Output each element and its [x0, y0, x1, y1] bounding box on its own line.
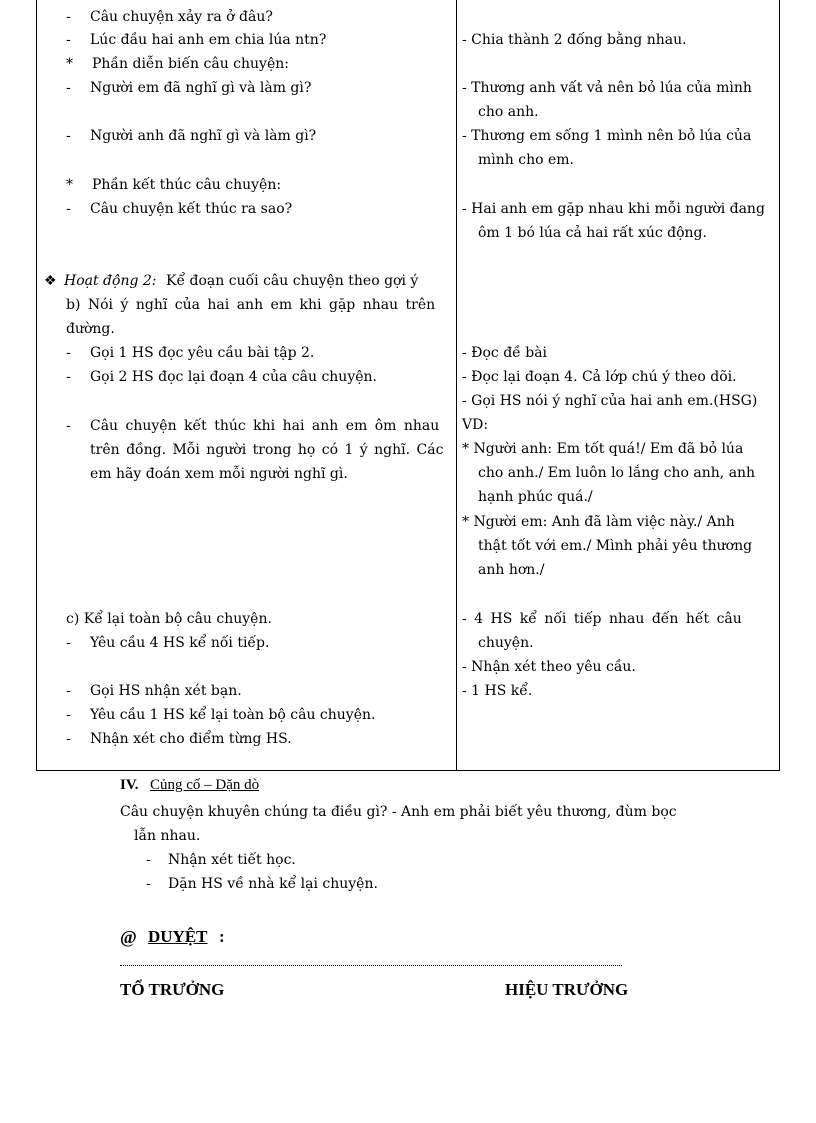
student-3: - Gọi HS nói ý nghĩ của hai anh em.(HSG) — [462, 393, 758, 409]
dash-bullet: - — [66, 369, 71, 385]
answer-divide: - Chia thành 2 đống bằng nhau. — [462, 32, 687, 48]
example-em-line1: * Người em: Anh đã làm việc này./ Anh — [462, 514, 735, 530]
answer-em-line2: cho anh. — [478, 104, 539, 120]
dash-bullet: - — [66, 9, 71, 25]
dash-bullet: - — [66, 345, 71, 361]
example-anh-line3: hạnh phúc quá./ — [478, 489, 593, 505]
student-comment: - Nhận xét theo yêu cầu. — [462, 659, 636, 675]
section-number: IV. — [120, 777, 139, 793]
student-1: - Đọc đề bài — [462, 345, 548, 361]
example-label: VD: — [462, 417, 489, 433]
part-b-line1: b) Nói ý nghĩ của hai anh em khi gặp nhau trên — [66, 297, 436, 313]
star-bullet: * — [66, 177, 73, 193]
to-truong-signature: TỔ TRƯỞNG — [120, 980, 225, 999]
part-c-step-4: Nhận xét cho điểm từng HS. — [90, 731, 292, 747]
approval-label: DUYỆT — [148, 927, 208, 946]
question-em: Người em đã nghĩ gì và làm gì? — [90, 80, 312, 96]
question-where: Câu chuyện xảy ra ở đâu? — [90, 9, 273, 25]
student-2: - Đọc lại đoạn 4. Cả lớp chú ý theo dõi. — [462, 369, 737, 385]
answer-end-line2: ôm 1 bó lúa cả hai rất xúc động. — [478, 225, 707, 241]
student-retell-one: - 1 HS kể. — [462, 683, 533, 699]
dash-bullet: - — [66, 635, 71, 651]
diamond-bullet-icon: ❖ — [44, 273, 57, 289]
column-divider — [456, 0, 457, 771]
part-c-step-2: Gọi HS nhận xét bạn. — [90, 683, 242, 699]
answer-anh-line2: mình cho em. — [478, 152, 574, 168]
question-anh: Người anh đã nghĩ gì và làm gì? — [90, 128, 317, 144]
answer-em-line1: - Thương anh vất vả nên bỏ lúa của mình — [462, 80, 752, 96]
teacher-step-3-line2: trên đồng. Mỗi người trong họ có 1 ý nghĩ. Các — [90, 442, 444, 458]
dash-bullet: - — [146, 852, 151, 868]
example-anh-line1: * Người anh: Em tốt quá!/ Em đã bỏ lúa — [462, 441, 744, 457]
teacher-step-2: Gọi 2 HS đọc lại đoạn 4 của câu chuyện. — [90, 369, 377, 385]
at-icon: @ — [120, 927, 137, 947]
dash-bullet: - — [66, 80, 71, 96]
dash-bullet: - — [66, 201, 71, 217]
conclusion-question: Câu chuyện khuyên chúng ta điều gì? - Anh em phải biết yêu thương, đùm bọc — [120, 804, 677, 820]
part-c-heading: c) Kể lại toàn bộ câu chuyện. — [66, 611, 272, 627]
part-c-step-3: Yêu cầu 1 HS kể lại toàn bộ câu chuyện. — [90, 707, 376, 723]
activity-2-label: Hoạt động 2: — [64, 273, 157, 289]
heading-ket-thuc: Phần kết thúc câu chuyện: — [92, 177, 282, 193]
teacher-step-3-line1: Câu chuyện kết thúc khi hai anh em ôm nhau — [90, 418, 440, 434]
dotted-divider — [120, 965, 622, 966]
dash-bullet: - — [66, 128, 71, 144]
homework-2: Dặn HS về nhà kể lại chuyện. — [168, 876, 378, 892]
dash-bullet: - — [146, 876, 151, 892]
teacher-step-3-line3: em hãy đoán xem mỗi người nghĩ gì. — [90, 466, 348, 482]
dash-bullet: - — [66, 731, 71, 747]
teacher-step-1: Gọi 1 HS đọc yêu cầu bài tập 2. — [90, 345, 315, 361]
example-em-line2: thật tốt với em./ Mình phải yêu thương — [478, 538, 753, 554]
heading-dien-bien: Phần diễn biến câu chuyện: — [92, 56, 289, 72]
example-em-line3: anh hơn./ — [478, 562, 545, 578]
question-end: Câu chuyện kết thúc ra sao? — [90, 201, 293, 217]
answer-end-line1: - Hai anh em gặp nhau khi mỗi người đang — [462, 201, 765, 217]
hieu-truong-signature: HIỆU TRƯỞNG — [505, 980, 629, 999]
part-c-step-1: Yêu cầu 4 HS kể nối tiếp. — [90, 635, 270, 651]
activity-2-text: Kể đoạn cuối câu chuyện theo gợi ý — [166, 273, 419, 289]
answer-anh-line1: - Thương em sống 1 mình nên bỏ lúa của — [462, 128, 752, 144]
dash-bullet: - — [66, 683, 71, 699]
conclusion-question-cont: lẫn nhau. — [134, 828, 201, 844]
section-title: Củng cố – Dặn dò — [150, 777, 260, 793]
example-anh-line2: cho anh./ Em luôn lo lắng cho anh, anh — [478, 465, 756, 481]
dash-bullet: - — [66, 418, 71, 434]
star-bullet: * — [66, 56, 73, 72]
homework-1: Nhận xét tiết học. — [168, 852, 296, 868]
student-retell-line1: - 4 HS kể nối tiếp nhau đến hết câu — [462, 611, 742, 627]
dash-bullet: - — [66, 32, 71, 48]
part-b-line2: đường. — [66, 321, 115, 337]
dash-bullet: - — [66, 707, 71, 723]
student-retell-line2: chuyện. — [478, 635, 534, 651]
question-divide: Lúc đầu hai anh em chia lúa ntn? — [90, 32, 327, 48]
approval-colon: : — [219, 927, 225, 946]
